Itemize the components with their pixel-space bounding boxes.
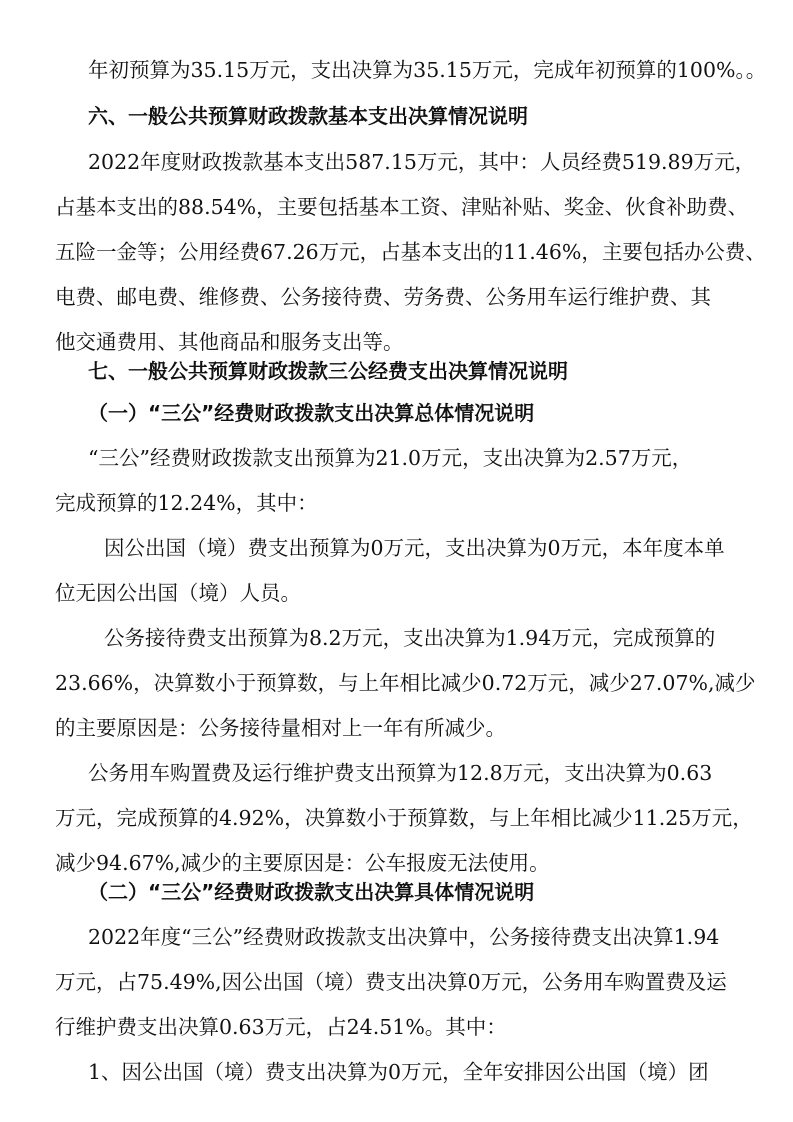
paragraph-line: 万元，完成预算的4.92%，决算数小于预算数，与上年相比减少11.25万元，	[55, 806, 753, 830]
paragraph-line: 位无因公出国（境）人员。	[55, 581, 301, 605]
paragraph-line: 行维护费支出决算0.63万元，占24.51%。其中：	[55, 1015, 507, 1039]
paragraph-line: 公务接待费支出预算为8.2万元，支出决算为1.94万元，完成预算的	[104, 626, 716, 650]
paragraph-line: 完成预算的12.24%，其中：	[55, 491, 318, 515]
paragraph-line: 减少94.67%,减少的主要原因是：公车报废无法使用。	[55, 851, 550, 875]
paragraph-line: 2022年度“三公”经费财政拨款支出决算中，公务接待费支出决算1.94	[88, 925, 720, 949]
subsection-heading-1: （一）“三公”经费财政拨款支出决算总体情况说明	[88, 401, 535, 425]
paragraph-line: 23.66%，决算数小于预算数，与上年相比减少0.72万元，减少27.07%,减少	[55, 671, 756, 695]
paragraph-line: “三公”经费财政拨款支出预算为21.0万元，支出决算为2.57万元，	[88, 446, 693, 470]
paragraph-line: 2022年度财政拨款基本支出587.15万元，其中：人员经费519.89万元，	[88, 150, 756, 174]
paragraph-line: 占基本支出的88.54%，主要包括基本工资、津贴补贴、奖金、伙食补助费、	[55, 195, 749, 219]
subsection-heading-2: （二）“三公”经费财政拨款支出决算具体情况说明	[88, 880, 535, 904]
paragraph-line: 的主要原因是：公务接待量相对上一年有所减少。	[55, 716, 506, 740]
paragraph-line: 五险一金等；公用经费67.26万元，占基本支出的11.46%，主要包括办公费、	[55, 240, 766, 264]
paragraph-line: 他交通费用、其他商品和服务支出等。	[55, 330, 404, 354]
paragraph-line: 年初预算为35.15万元，支出决算为35.15万元，完成年初预算的100%。。	[88, 58, 767, 82]
paragraph-line: 电费、邮电费、维修费、公务接待费、劳务费、公务用车运行维护费、其	[55, 285, 711, 309]
paragraph-line: 1、因公出国（境）费支出决算为0万元，全年安排因公出国（境）团	[88, 1060, 709, 1084]
paragraph-line: 因公出国（境）费支出预算为0万元，支出决算为0万元，本年度本单	[104, 536, 725, 560]
section-heading-6: 六、一般公共预算财政拨款基本支出决算情况说明	[88, 104, 528, 128]
paragraph-line: 公务用车购置费及运行维护费支出预算为12.8万元，支出决算为0.63	[88, 761, 713, 785]
section-heading-7: 七、一般公共预算财政拨款三公经费支出决算情况说明	[88, 359, 568, 383]
paragraph-line: 万元，占75.49%,因公出国（境）费支出决算0万元，公务用车购置费及运	[55, 970, 727, 994]
